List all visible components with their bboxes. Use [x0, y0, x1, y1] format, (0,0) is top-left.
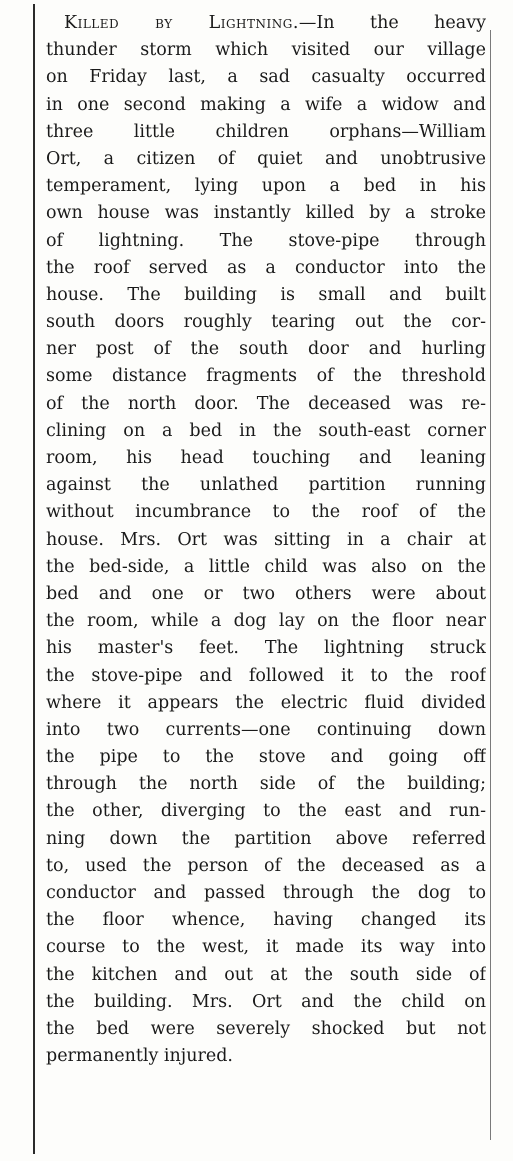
- article-line: in one second making a wife a widow and: [46, 94, 486, 115]
- article-line: permanently injured.: [46, 1046, 233, 1067]
- article-line: the roof served as a conductor into the: [46, 257, 486, 278]
- article-line: on Friday last, a sad casualty occurred: [46, 67, 486, 88]
- article-line: against the unlathed partition running: [46, 475, 486, 496]
- article-line: thunder storm which visited our village: [46, 40, 486, 61]
- article-line: three little children orphans—William: [46, 121, 486, 142]
- article-line: conductor and passed through the dog to: [46, 883, 486, 903]
- article-line: room, his head touching and leaning: [46, 448, 486, 468]
- article-line: south doors roughly tearing out the cor-: [46, 312, 486, 333]
- column-rule-left: [33, 4, 35, 1154]
- article-line: the pipe to the stove and going off: [46, 747, 486, 768]
- article-column: [46, 10, 486, 1070]
- article-line: the bed were severely shocked but not: [46, 1018, 486, 1039]
- article-line: own house was instantly killed by a stroke: [46, 203, 486, 224]
- article-line: the stove-pipe and followed it to the roof: [46, 665, 486, 686]
- article-line: the kitchen and out at the south side of: [46, 964, 486, 985]
- article-line: [46, 10, 486, 37]
- article-line: course to the west, it made its way into: [46, 937, 486, 958]
- article-line: Ort, a citizen of quiet and unobtrusive: [46, 148, 486, 169]
- article-line: of the north door. The deceased was re-: [46, 393, 486, 414]
- article-line: bed and one or two others were about: [46, 583, 486, 604]
- article-line: house. Mrs. Ort was sitting in a chair at: [46, 529, 486, 550]
- article-line: the bed-side, a little child was also on the: [46, 556, 486, 577]
- column-rule-right: [490, 30, 491, 1140]
- article-line: some distance fragments of the threshold: [46, 366, 486, 387]
- article-line: the other, diverging to the east and run-: [46, 801, 486, 822]
- article-line: without incumbrance to the roof of the: [46, 502, 486, 523]
- article-line: temperament, lying upon a bed in his: [46, 176, 486, 197]
- article-line: the building. Mrs. Ort and the child on: [46, 991, 486, 1012]
- article-line: the floor whence, having changed its: [46, 910, 486, 931]
- article-line: where it appears the electric fluid divided: [46, 692, 486, 713]
- article-line-text: —In the heavy: [298, 13, 486, 33]
- article-line: of lightning. The stove-pipe through: [46, 230, 486, 251]
- article-heading: Killed by Lightning.: [64, 13, 299, 33]
- article-line: the room, while a dog lay on the floor near: [46, 611, 486, 632]
- article-line: to, used the person of the deceased as a: [46, 855, 486, 876]
- article-line: ning down the partition above referred: [46, 828, 486, 849]
- article-line: into two currents—one continuing down: [46, 719, 486, 740]
- article-line: ner post of the south door and hurling: [46, 339, 486, 360]
- article-line: through the north side of the building;: [46, 774, 486, 795]
- article-line: house. The building is small and built: [46, 284, 486, 305]
- article-line: clining on a bed in the south-east corner: [46, 420, 486, 441]
- article-line: his master's feet. The lightning struck: [46, 638, 486, 659]
